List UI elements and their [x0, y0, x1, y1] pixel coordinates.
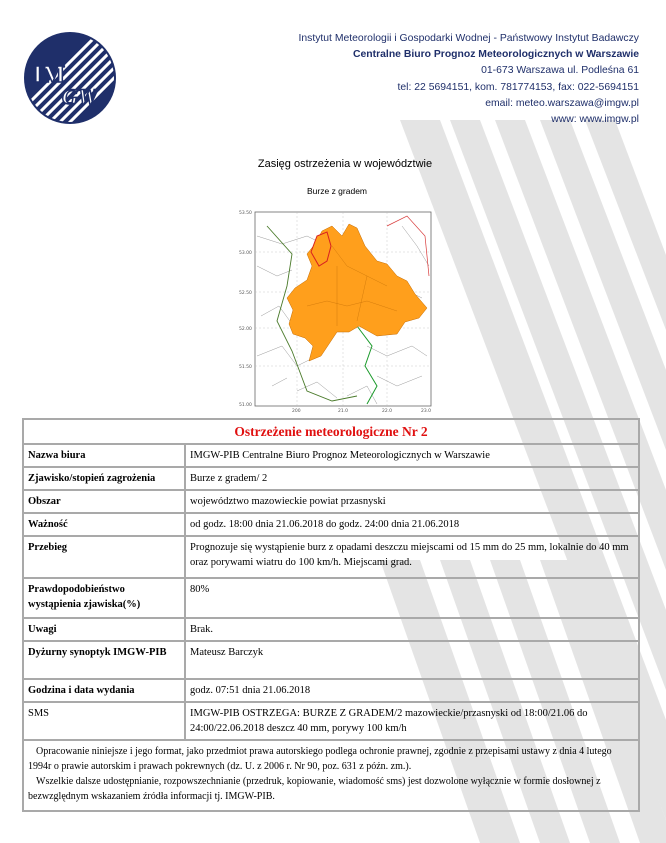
map-subtitle: Burze z gradem	[307, 186, 367, 196]
row-label: Obszar	[23, 490, 185, 513]
row-label: SMS	[23, 702, 185, 740]
row-label: Ważność	[23, 513, 185, 536]
table-row	[23, 618, 639, 641]
copyright-note	[23, 740, 639, 811]
table-row	[23, 578, 639, 618]
x-tick: 22.0	[382, 409, 393, 412]
warning-area-map	[237, 206, 437, 412]
table-row	[23, 444, 639, 467]
row-label: Zjawisko/stopień zagrożenia	[23, 467, 185, 490]
x-tick: 23.0	[421, 409, 432, 412]
row-label: Prawdopodobieństwo wystąpienia zjawiska(%)	[23, 578, 185, 618]
row-label: Nazwa biura	[23, 444, 185, 467]
address: 01-673 Warszawa ul. Podleśna 61	[481, 65, 639, 77]
email[interactable]: email: meteo.warszawa@imgw.pl	[485, 97, 639, 109]
row-label: Godzina i data wydania	[23, 679, 185, 702]
row-value: godz. 07:51 dnia 21.06.2018	[185, 679, 639, 702]
row-value: Mateusz Barczyk	[185, 641, 639, 679]
institute-name: Instytut Meteorologii i Gospodarki Wodnej - Państwowy Instytut Badawczy	[298, 33, 639, 44]
table-row	[23, 536, 639, 578]
table-row	[23, 490, 639, 513]
y-tick: 53.00	[239, 251, 252, 256]
y-tick: 53.50	[239, 211, 252, 216]
redistribution-paragraph: Wszelkie dalsze udostępnianie, rozpowszechnianie (przedruk, kopiowanie, wiadomość sms) jest dozwolone wyłącznie w formie dosłownej z bezwzględnym wskazaniem źródła informacji tj. IMGW-PIB.	[28, 776, 601, 802]
logo-text-bottom: GW	[62, 84, 98, 109]
table-row	[23, 641, 639, 679]
row-value: Brak.	[185, 618, 639, 641]
map-title: Zasięg ostrzeżenia w województwie	[257, 158, 433, 170]
y-tick: 51.50	[239, 365, 252, 370]
header-contacts	[298, 31, 639, 128]
row-value: Burze z gradem/ 2	[185, 467, 639, 490]
website[interactable]: www: www.imgw.pl	[551, 114, 639, 126]
row-value: Prognozuje się wystąpienie burz z opadami deszczu miejscami od 15 mm do 25 mm, lokalnie do 40 mm oraz porywami wiatru do 100 km/h. Miejscami grad.	[185, 536, 639, 578]
row-label: Dyżurny synoptyk IMGW-PIB	[23, 641, 185, 679]
row-value: województwo mazowieckie powiat przasnyski	[185, 490, 639, 513]
imgw-logo	[22, 30, 118, 126]
x-tick: 200	[292, 409, 301, 412]
table-row	[23, 467, 639, 490]
map-figure	[237, 186, 437, 412]
row-value: 80%	[185, 578, 639, 618]
logo-text-top: IM	[33, 62, 65, 88]
row-value: od godz. 18:00 dnia 21.06.2018 do godz. 24:00 dnia 21.06.2018	[185, 513, 639, 536]
y-tick: 51.00	[239, 403, 252, 408]
copyright-paragraph: Opracowanie niniejsze i jego format, jako przedmiot prawa autorskiego podlega ochronie prawnej, zgodnie z przepisami ustawy z dnia 4 lutego 1994r o prawie autorskim i prawach pokrewnych (dz. U. z 2006 r. Nr 90, poz. 631 z późn. zm.).	[28, 746, 612, 772]
row-value: IMGW-PIB Centralne Biuro Prognoz Meteorologicznych w Warszawie	[185, 444, 639, 467]
table-row	[23, 702, 639, 740]
y-tick: 52.00	[239, 327, 252, 332]
row-value: IMGW-PIB OSTRZEGA: BURZE Z GRADEM/2 mazowieckie/przasnyski od 18:00/21.06 do 24:00/22.06.2018 deszcz 40 mm, porywy 100 km/h	[185, 702, 639, 740]
warning-title: Ostrzeżenie meteorologiczne Nr 2	[23, 419, 639, 444]
table-row	[23, 679, 639, 702]
row-label: Przebieg	[23, 536, 185, 578]
warning-table	[22, 418, 640, 812]
y-tick: 52.50	[239, 291, 252, 296]
bureau-name: Centralne Biuro Prognoz Meteorologicznych w Warszawie	[353, 49, 639, 61]
x-tick: 21.0	[338, 409, 349, 412]
row-label: Uwagi	[23, 618, 185, 641]
table-row	[23, 513, 639, 536]
phone: tel: 22 5694151, kom. 781774153, fax: 022-5694151	[397, 81, 639, 93]
